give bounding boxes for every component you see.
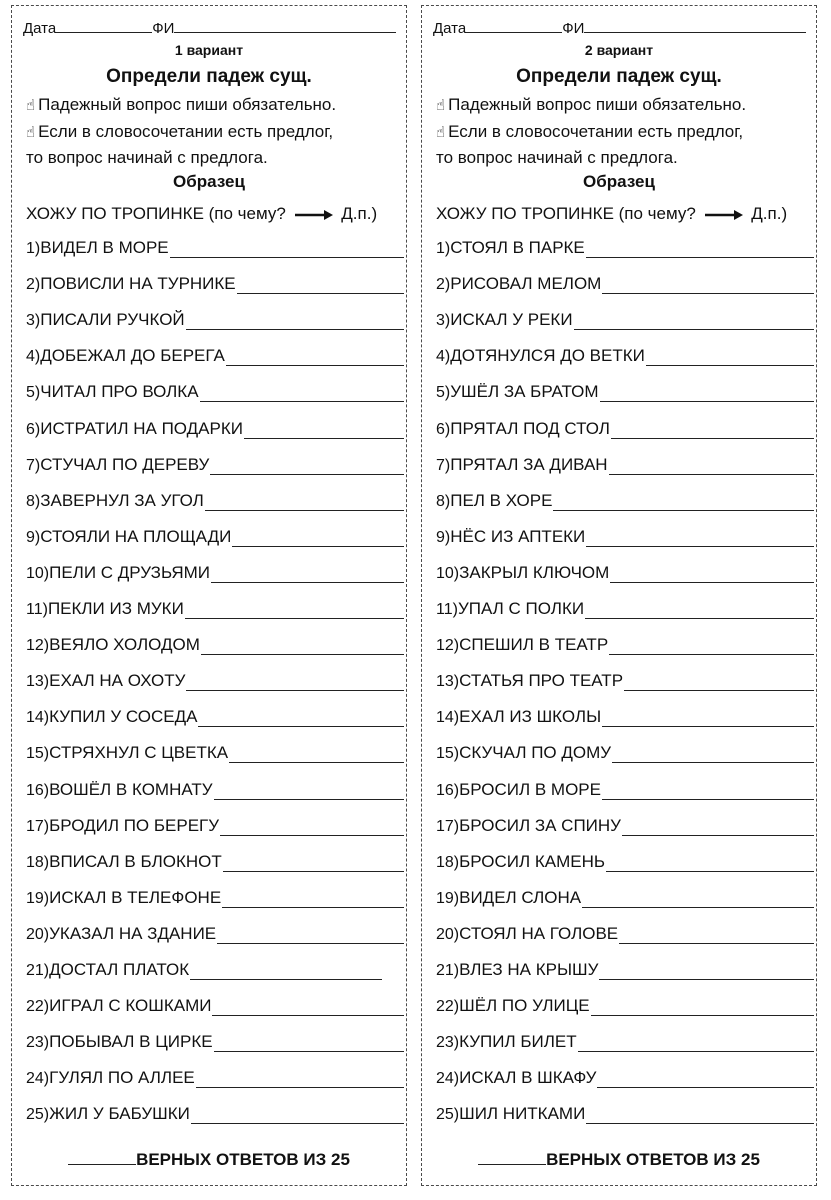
task-item[interactable]	[26, 419, 404, 439]
item-number: 24)	[436, 1070, 460, 1088]
item-phrase: КУПИЛ У СОСЕДА	[49, 707, 198, 727]
sample-heading: Образец	[583, 172, 655, 191]
item-phrase: ИСКАЛ В ШКАФУ	[459, 1068, 597, 1088]
task-item[interactable]	[436, 310, 814, 330]
item-number: 15)	[436, 745, 460, 763]
item-number: 20)	[436, 925, 460, 943]
item-phrase: ЗАВЕРНУЛ ЗА УГОЛ	[40, 490, 204, 510]
task-item[interactable]	[436, 960, 814, 980]
item-number: 25)	[26, 1106, 50, 1124]
task-item[interactable]	[26, 1104, 404, 1124]
name-label: ФИ	[152, 20, 175, 37]
answer-line[interactable]	[214, 1033, 404, 1052]
task-title: Определи падеж сущ.	[516, 66, 722, 87]
rule-1	[436, 92, 812, 118]
item-number: 2)	[26, 276, 41, 294]
answer-line[interactable]	[170, 239, 404, 258]
answer-line[interactable]	[586, 528, 814, 547]
task-item[interactable]	[26, 310, 404, 330]
worksheet-variant-1	[11, 5, 407, 1186]
item-phrase: ПЕЛИ С ДРУЗЬЯМИ	[49, 562, 211, 582]
name-label: ФИ	[562, 20, 585, 37]
answer-line[interactable]	[223, 853, 404, 872]
answer-line[interactable]	[198, 708, 404, 727]
task-item[interactable]	[26, 238, 404, 258]
answer-line[interactable]	[200, 383, 404, 402]
item-number: 15)	[26, 745, 50, 763]
task-item[interactable]	[436, 671, 814, 691]
item-phrase: СТУЧАЛ ПО ДЕРЕВУ	[40, 454, 210, 474]
task-item[interactable]	[26, 274, 404, 294]
item-phrase: ПОВИСЛИ НА ТУРНИКЕ	[40, 274, 236, 294]
variant-label: 1 вариант	[174, 42, 244, 58]
answer-line[interactable]	[201, 636, 404, 655]
answer-line[interactable]	[226, 347, 404, 366]
item-number: 2)	[436, 276, 451, 294]
score-blank[interactable]	[68, 1148, 136, 1165]
header-line	[433, 18, 810, 40]
answer-line[interactable]	[186, 672, 404, 691]
task-item[interactable]	[436, 346, 814, 366]
score-text: ВЕРНЫХ ОТВЕТОВ ИЗ 25	[546, 1150, 760, 1169]
pointing-hand-icon: ☝	[26, 96, 36, 114]
item-phrase: УПАЛ С ПОЛКИ	[457, 599, 585, 618]
answer-line[interactable]	[610, 564, 814, 583]
answer-line[interactable]	[232, 528, 404, 547]
item-phrase: ПРЯТАЛ ЗА ДИВАН	[450, 454, 608, 474]
rule-3-text: то вопрос начинай с предлога.	[436, 148, 678, 167]
rule-3	[26, 145, 402, 171]
task-item[interactable]	[436, 1068, 814, 1088]
task-item[interactable]	[26, 563, 404, 583]
rule-1-text: Падежный вопрос пиши обязательно.	[38, 95, 337, 114]
item-number: 16)	[26, 781, 50, 799]
item-number: 14)	[26, 709, 50, 727]
task-item[interactable]	[26, 382, 404, 402]
task-item[interactable]	[436, 780, 814, 800]
arrow-right-icon	[705, 210, 743, 220]
item-phrase: СТОЯЛИ НА ПЛОЩАДИ	[40, 526, 232, 546]
task-item[interactable]	[436, 599, 814, 619]
answer-line[interactable]	[211, 564, 404, 583]
item-phrase: ВОШЁЛ В КОМНАТУ	[49, 779, 213, 799]
answer-line[interactable]	[191, 1105, 404, 1124]
item-phrase: ЧИТАЛ ПРО ВОЛКА	[40, 382, 199, 402]
sample-line	[436, 204, 812, 224]
answer-line[interactable]	[611, 420, 814, 439]
task-item[interactable]	[436, 382, 814, 402]
task-item[interactable]	[436, 455, 814, 475]
answer-line[interactable]	[582, 889, 814, 908]
date-field[interactable]	[466, 18, 562, 33]
item-number: 23)	[26, 1034, 50, 1052]
item-number: 10)	[26, 564, 50, 582]
answer-line[interactable]	[609, 456, 814, 475]
item-phrase: ДОБЕЖАЛ ДО БЕРЕГА	[40, 346, 225, 366]
sample-answer: Д.п.)	[751, 204, 788, 223]
task-item[interactable]	[26, 346, 404, 366]
item-phrase: ЕХАЛ НА ОХОТУ	[49, 671, 186, 691]
answer-line[interactable]	[600, 383, 814, 402]
answer-line[interactable]	[646, 347, 814, 366]
task-item[interactable]	[436, 527, 814, 547]
item-phrase: ШИЛ НИТКАМИ	[459, 1104, 586, 1124]
task-item[interactable]	[436, 707, 814, 727]
item-number: 12)	[436, 637, 460, 655]
task-item[interactable]	[436, 743, 814, 763]
score-line	[422, 1148, 816, 1170]
item-number: 19)	[436, 889, 460, 907]
worksheet-variant-2	[421, 5, 817, 1186]
task-title: Определи падеж сущ.	[106, 66, 312, 87]
answer-line[interactable]	[186, 311, 404, 330]
item-number: 14)	[436, 709, 460, 727]
item-number: 4)	[26, 348, 41, 366]
item-phrase: ПОБЫВАЛ В ЦИРКЕ	[49, 1032, 213, 1052]
score-blank[interactable]	[478, 1148, 546, 1165]
item-number: 21)	[436, 962, 460, 979]
pointing-hand-icon: ☝	[436, 96, 446, 114]
name-field[interactable]	[174, 18, 396, 33]
sample-answer: Д.п.)	[341, 204, 378, 223]
answer-line[interactable]	[606, 853, 814, 872]
item-number: 19)	[26, 889, 50, 907]
rule-2-text: Если в словосочетании есть предлог,	[38, 122, 334, 141]
item-number: 18)	[26, 853, 50, 871]
item-number: 3)	[26, 312, 41, 330]
item-number: 6)	[436, 420, 451, 438]
task-item[interactable]	[436, 924, 814, 944]
item-phrase: ИГРАЛ С КОШКАМИ	[49, 996, 212, 1016]
rule-3	[436, 145, 812, 171]
task-item[interactable]	[26, 1032, 404, 1052]
item-phrase: БРОСИЛ КАМЕНЬ	[459, 851, 606, 871]
rule-2	[26, 119, 402, 145]
answer-line[interactable]	[244, 420, 404, 439]
item-number: 18)	[436, 853, 460, 871]
item-phrase: СТОЯЛ В ПАРКЕ	[450, 238, 585, 257]
answer-line[interactable]	[237, 275, 404, 294]
date-field[interactable]	[56, 18, 152, 33]
rule-3-text: то вопрос начинай с предлога.	[26, 148, 268, 167]
item-phrase: СПЕШИЛ В ТЕАТР	[459, 635, 609, 655]
task-item[interactable]	[26, 816, 404, 836]
task-item[interactable]	[436, 1032, 814, 1052]
task-item[interactable]	[436, 996, 814, 1016]
item-number: 22)	[436, 998, 460, 1016]
header-line	[23, 18, 400, 40]
task-item[interactable]	[26, 671, 404, 691]
item-phrase: ВПИСАЛ В БЛОКНОТ	[49, 851, 222, 871]
answer-line[interactable]	[190, 961, 382, 980]
item-phrase: УШЁЛ ЗА БРАТОМ	[450, 382, 599, 402]
task-item[interactable]	[436, 635, 814, 655]
answer-line[interactable]	[229, 744, 404, 763]
item-number: 11)	[436, 601, 458, 618]
answer-line[interactable]	[609, 636, 814, 655]
task-item[interactable]	[26, 743, 404, 763]
item-number: 8)	[436, 492, 451, 510]
date-label: Дата	[433, 20, 467, 37]
item-number: 13)	[26, 673, 50, 691]
answer-line[interactable]	[612, 744, 814, 763]
item-number: 12)	[26, 637, 50, 655]
sample-line	[26, 204, 402, 224]
variant-label: 2 вариант	[584, 42, 654, 58]
item-phrase: ДОТЯНУЛСЯ ДО ВЕТКИ	[450, 346, 645, 366]
pointing-hand-icon: ☝	[26, 123, 36, 141]
task-item[interactable]	[26, 635, 404, 655]
item-phrase: ПЕЛ В ХОРЕ	[450, 490, 553, 510]
item-number: 6)	[26, 420, 41, 438]
item-number: 16)	[436, 781, 460, 799]
answer-line[interactable]	[196, 1069, 404, 1088]
answer-line[interactable]	[222, 889, 404, 908]
answer-line[interactable]	[624, 672, 814, 691]
answer-line[interactable]	[585, 600, 814, 619]
answer-line[interactable]	[210, 456, 404, 475]
item-phrase: ЕХАЛ ИЗ ШКОЛЫ	[459, 707, 602, 727]
item-phrase: ЖИЛ У БАБУШКИ	[49, 1104, 190, 1124]
item-phrase: СТРЯХНУЛ С ЦВЕТКА	[49, 743, 229, 763]
answer-line[interactable]	[214, 781, 404, 800]
item-phrase: БРОСИЛ В МОРЕ	[459, 779, 601, 799]
item-number: 9)	[436, 528, 451, 546]
name-field[interactable]	[584, 18, 806, 33]
item-phrase: ДОСТАЛ ПЛАТОК	[49, 960, 190, 979]
answer-line[interactable]	[619, 925, 814, 944]
answer-line[interactable]	[586, 1105, 814, 1124]
task-item[interactable]	[26, 491, 404, 511]
task-item[interactable]	[26, 852, 404, 872]
item-number: 5)	[26, 384, 41, 402]
item-number: 3)	[436, 312, 451, 330]
item-number: 17)	[436, 817, 460, 835]
answer-line[interactable]	[602, 275, 814, 294]
item-phrase: ГУЛЯЛ ПО АЛЛЕЕ	[49, 1068, 195, 1088]
item-phrase: УКАЗАЛ НА ЗДАНИЕ	[49, 923, 217, 943]
task-item[interactable]	[26, 996, 404, 1016]
answer-line[interactable]	[553, 492, 814, 511]
item-number: 17)	[26, 817, 50, 835]
answer-line[interactable]	[578, 1033, 814, 1052]
item-number: 1)	[26, 240, 41, 257]
item-phrase: ПРЯТАЛ ПОД СТОЛ	[450, 418, 610, 438]
item-number: 1)	[436, 240, 451, 257]
item-phrase: ШЁЛ ПО УЛИЦЕ	[459, 996, 590, 1016]
task-item[interactable]	[26, 924, 404, 944]
item-number: 23)	[436, 1034, 460, 1052]
item-number: 7)	[436, 456, 451, 474]
task-item[interactable]	[26, 1068, 404, 1088]
answer-line[interactable]	[586, 239, 814, 258]
task-item[interactable]	[26, 960, 382, 980]
item-phrase: ВИДЕЛ СЛОНА	[459, 887, 582, 907]
item-phrase: ЗАКРЫЛ КЛЮЧОМ	[459, 562, 610, 582]
item-phrase: ИСКАЛ У РЕКИ	[450, 310, 573, 330]
answer-line[interactable]	[602, 708, 814, 727]
item-phrase: БРОСИЛ ЗА СПИНУ	[459, 815, 621, 835]
answer-line[interactable]	[205, 492, 404, 511]
answer-line[interactable]	[185, 600, 404, 619]
rule-1	[26, 92, 402, 118]
item-number: 11)	[26, 601, 48, 618]
item-phrase: ВЕЯЛО ХОЛОДОМ	[49, 635, 200, 655]
answer-line[interactable]	[591, 997, 814, 1016]
item-number: 5)	[436, 384, 451, 402]
item-phrase: СТОЯЛ НА ГОЛОВЕ	[459, 923, 619, 943]
item-phrase: КУПИЛ БИЛЕТ	[459, 1032, 577, 1052]
task-item[interactable]	[26, 780, 404, 800]
task-item[interactable]	[436, 419, 814, 439]
task-item[interactable]	[436, 274, 814, 294]
answer-line[interactable]	[597, 1069, 814, 1088]
item-number: 9)	[26, 528, 41, 546]
item-phrase: СТАТЬЯ ПРО ТЕАТР	[459, 671, 624, 691]
answer-line[interactable]	[602, 781, 814, 800]
score-text: ВЕРНЫХ ОТВЕТОВ ИЗ 25	[136, 1150, 350, 1169]
item-phrase: ИСКАЛ В ТЕЛЕФОНЕ	[49, 887, 222, 907]
arrow-right-icon	[295, 210, 333, 220]
answer-line[interactable]	[220, 817, 404, 836]
task-item[interactable]	[26, 527, 404, 547]
item-number: 20)	[26, 925, 50, 943]
item-number: 21)	[26, 962, 50, 979]
answer-line[interactable]	[574, 311, 814, 330]
task-item[interactable]	[436, 852, 814, 872]
item-phrase: РИСОВАЛ МЕЛОМ	[450, 274, 602, 294]
sample-heading: Образец	[173, 172, 245, 191]
item-number: 25)	[436, 1106, 460, 1124]
item-phrase: ПИСАЛИ РУЧКОЙ	[40, 310, 185, 330]
item-phrase: БРОДИЛ ПО БЕРЕГУ	[49, 815, 220, 835]
rule-1-text: Падежный вопрос пиши обязательно.	[448, 95, 747, 114]
item-phrase: СКУЧАЛ ПО ДОМУ	[459, 743, 612, 763]
task-item[interactable]	[436, 816, 814, 836]
item-phrase: ПЕКЛИ ИЗ МУКИ	[47, 599, 184, 618]
task-item[interactable]	[436, 888, 814, 908]
task-item[interactable]	[436, 238, 814, 258]
sample-text: ХОЖУ ПО ТРОПИНКЕ (по чему?	[436, 204, 696, 223]
sample-text: ХОЖУ ПО ТРОПИНКЕ (по чему?	[26, 204, 286, 223]
answer-line[interactable]	[217, 925, 404, 944]
item-phrase: ИСТРАТИЛ НА ПОДАРКИ	[40, 418, 243, 438]
answer-line[interactable]	[599, 961, 814, 980]
task-item[interactable]	[26, 599, 404, 619]
item-phrase: НЁС ИЗ АПТЕКИ	[450, 526, 586, 546]
answer-line[interactable]	[622, 817, 814, 836]
item-phrase: ВЛЕЗ НА КРЫШУ	[459, 960, 599, 979]
item-number: 8)	[26, 492, 41, 510]
rule-2	[436, 119, 812, 145]
task-item[interactable]	[436, 563, 814, 583]
item-phrase: ВИДЕЛ В МОРЕ	[40, 238, 169, 257]
task-item[interactable]	[26, 888, 404, 908]
score-line	[12, 1148, 406, 1170]
item-number: 22)	[26, 998, 50, 1016]
task-item[interactable]	[26, 707, 404, 727]
task-item[interactable]	[436, 1104, 814, 1124]
item-number: 7)	[26, 456, 41, 474]
date-label: Дата	[23, 20, 57, 37]
item-number: 13)	[436, 673, 460, 691]
answer-line[interactable]	[212, 997, 404, 1016]
item-number: 24)	[26, 1070, 50, 1088]
item-number: 4)	[436, 348, 451, 366]
rule-2-text: Если в словосочетании есть предлог,	[448, 122, 744, 141]
task-item[interactable]	[436, 491, 814, 511]
task-item[interactable]	[26, 455, 404, 475]
pointing-hand-icon: ☝	[436, 123, 446, 141]
item-number: 10)	[436, 564, 460, 582]
